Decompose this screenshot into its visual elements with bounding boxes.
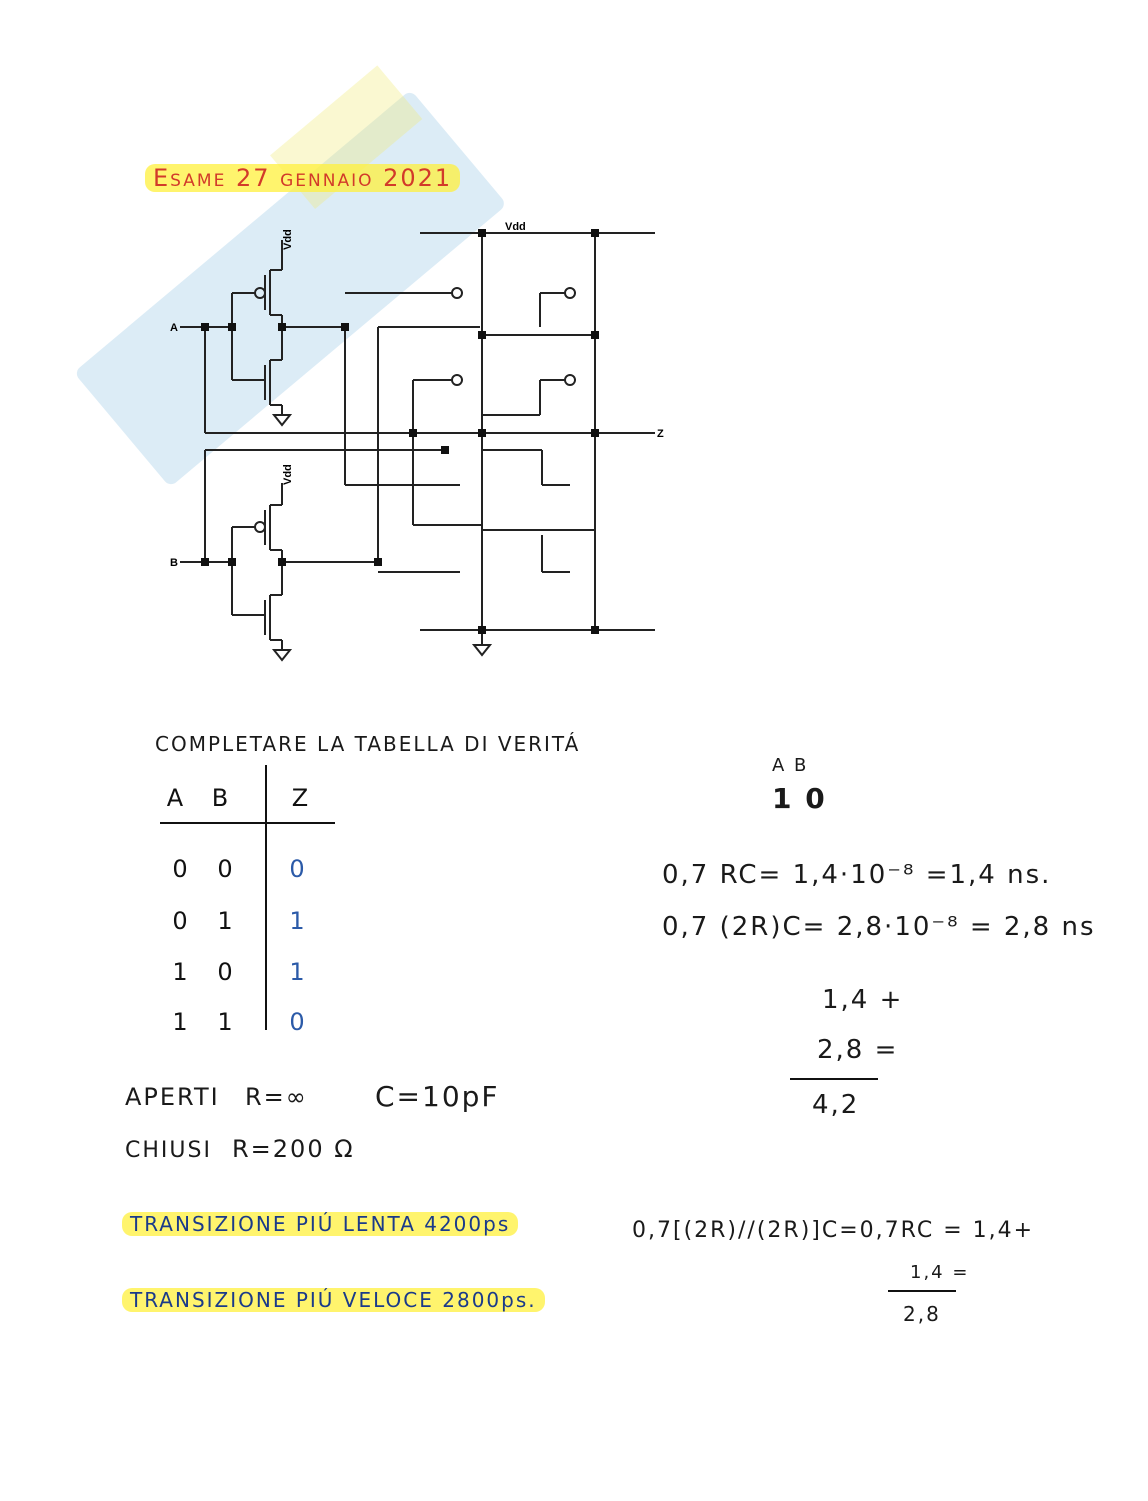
- chiusi-label: CHIUSI: [125, 1138, 212, 1163]
- tt-cell-b: 0: [217, 958, 233, 986]
- fast-transition: TRANSIZIONE PIÚ VELOCE 2800ps.: [122, 1288, 545, 1312]
- slow-transition: TRANSIZIONE PIÚ LENTA 4200ps: [122, 1212, 518, 1236]
- tt-cell-z: 1: [289, 958, 305, 986]
- calc-sum-rule: [790, 1078, 878, 1080]
- calc-line-2: 0,7 (2R)C= 2,8·10⁻⁸ = 2,8 ns: [662, 912, 1096, 942]
- tt-cell-a: 0: [172, 907, 188, 935]
- tt-cell-a: 1: [172, 958, 188, 986]
- calc-sub-a: 1,4 =: [910, 1262, 970, 1283]
- vdd-rail-label: Vdd: [505, 221, 526, 233]
- page-title: Esame 27 gennaio 2021: [145, 164, 460, 192]
- capacitance-value: C=10pF: [375, 1080, 500, 1113]
- aperti-label: APERTI: [125, 1083, 220, 1111]
- truth-table: [160, 770, 340, 1040]
- chiusi-resistance: R=200 Ω: [232, 1135, 355, 1163]
- input-a-label: A: [170, 322, 178, 334]
- tt-cell-a: 1: [172, 1008, 188, 1036]
- aperti-resistance: R=∞: [245, 1083, 308, 1111]
- calc-sum-a: 1,4 +: [822, 985, 904, 1015]
- tt-cell-b: 1: [217, 1008, 233, 1036]
- tt-cell-z: 0: [289, 1008, 305, 1036]
- output-z-label: Z: [657, 428, 664, 440]
- instruction-text: COMPLETARE LA TABELLA DI VERITÁ: [155, 732, 581, 756]
- tt-header-a: A: [166, 784, 184, 812]
- calc-line-1: 0,7 RC= 1,4·10⁻⁸ =1,4 ns.: [662, 860, 1052, 890]
- vdd-label-b: Vdd: [282, 464, 294, 485]
- tt-cell-a: 0: [172, 855, 188, 883]
- calc-sum-b: 2,8 =: [817, 1035, 899, 1065]
- calc-sum-total: 4,2: [812, 1090, 860, 1120]
- calc-line-3: 0,7[(2R)//(2R)]C=0,7RC = 1,4+: [632, 1218, 1035, 1243]
- calc-ab-header: A B: [772, 755, 809, 776]
- tt-cell-b: 0: [217, 855, 233, 883]
- input-b-label: B: [170, 557, 178, 569]
- tt-header-z: Z: [291, 784, 309, 812]
- calc-sub-rule: [888, 1290, 956, 1292]
- calc-sub-total: 2,8: [903, 1302, 941, 1326]
- tt-cell-b: 1: [217, 907, 233, 935]
- tt-cell-z: 0: [289, 855, 305, 883]
- tt-header-b: B: [211, 784, 229, 812]
- calc-ab-values: 1 0: [772, 782, 827, 815]
- tt-cell-z: 1: [289, 907, 305, 935]
- cmos-circuit-diagram: [170, 215, 670, 665]
- vdd-label-a: Vdd: [282, 229, 294, 250]
